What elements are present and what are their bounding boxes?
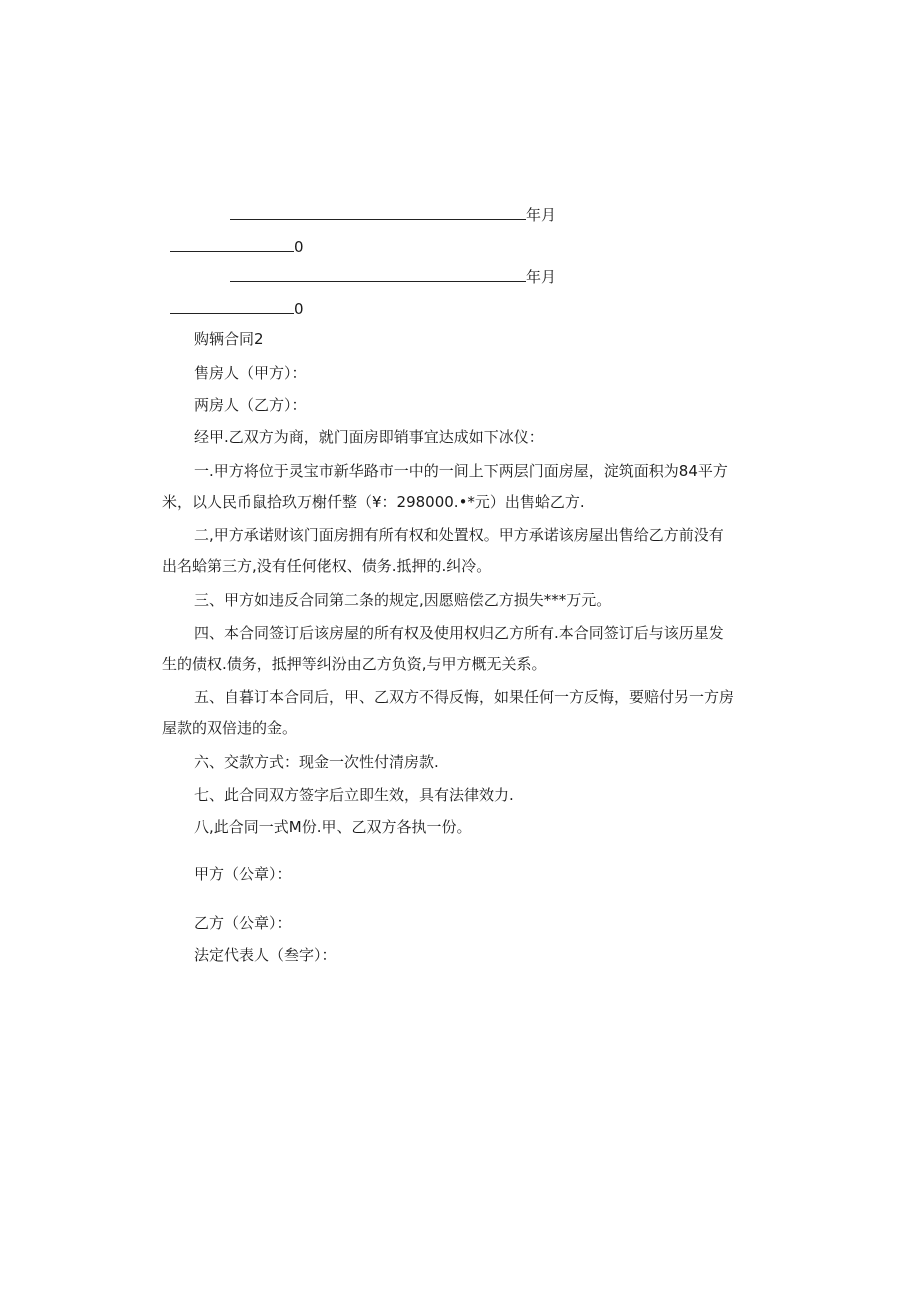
clause-2-line-1: 二,甲方承诺财该门面房拥有所有权和处置权。甲方承诺该房屋出售给乙方前没有	[194, 526, 724, 544]
clause-1	[162, 456, 752, 518]
clause-4-line-1: 四、本合同签订后该房屋的所有权及使用权归乙方所有.本合同签订后与该历星发	[194, 624, 724, 642]
blank-underline	[230, 267, 526, 282]
clause-1-line-1: 一.甲方将位于灵宝市新华路市一中的一间上下两层门面房屋，淀筑面积为84平方	[194, 462, 728, 480]
clause-2-line-2: 出名蛤第三方,没有任何佬权、债务.抵押的.纠冷。	[162, 557, 492, 575]
date-line-1	[230, 204, 556, 226]
year-month-label: 年月	[526, 268, 557, 286]
clause-8	[162, 812, 752, 843]
seller-line: 售房人（甲方）：	[194, 364, 307, 382]
buyer-line: 两房人（乙方）：	[194, 396, 307, 414]
clause-3	[162, 585, 752, 616]
clause-7	[162, 780, 752, 811]
blank-underline	[170, 237, 294, 252]
blank-underline	[170, 299, 294, 314]
clause-3-line-1: 三、甲方如违反合同第二条的规定,因愿赔偿乙方损失***万元。	[194, 591, 612, 609]
clause-6-line-1: 六、交款方式：现金一次性付清房款.	[194, 753, 439, 771]
date-line-2	[230, 266, 556, 288]
clause-5-line-2: 屋款的双倍违的金。	[162, 719, 298, 737]
blank-underline	[230, 205, 526, 220]
legal-representative-signature: 法定代表人（叁字）：	[194, 946, 337, 964]
year-month-label: 年月	[526, 206, 557, 224]
contract-title: 购辆合同2	[194, 330, 264, 348]
clause-4-line-2: 生的债权.债务，抵押等纠汾由乙方负资,与甲方概无关系。	[162, 655, 547, 673]
day-line-1	[170, 236, 304, 258]
day-label: 0	[294, 238, 304, 256]
day-line-2	[170, 298, 304, 320]
party-a-seal: 甲方（公章）：	[194, 865, 292, 883]
day-label: 0	[294, 300, 304, 318]
party-b-seal: 乙方（公章）：	[194, 914, 292, 932]
clause-8-line-1: 八,此合同一式M份.甲、乙双方各执一份。	[194, 818, 472, 836]
clause-6	[162, 747, 752, 778]
clause-5-line-1: 五、自暮订本合同后，甲、乙双方不得反悔，如果任何一方反悔，要赔付另一方房	[194, 688, 735, 706]
intro-line: 经甲.乙双方为商，就门面房即销事宜达成如下冰仪：	[194, 428, 544, 446]
clause-4	[162, 618, 752, 680]
clause-2	[162, 520, 752, 582]
clause-5	[162, 682, 752, 744]
clause-1-line-2: 米，以人民币鼠拾玖万榭仟整（¥：298000.•*元）出售蛤乙方.	[162, 493, 585, 511]
clause-7-line-1: 七、此合同双方签字后立即生效，具有法律效力.	[194, 786, 514, 804]
